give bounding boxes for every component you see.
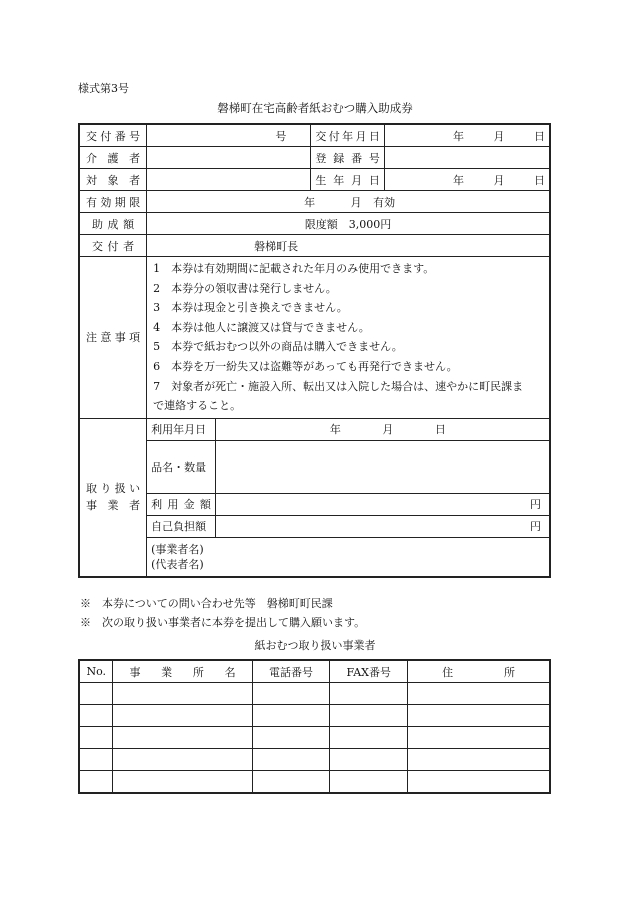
row-caregiver	[79, 147, 550, 169]
registration-number-label: 登録番号	[311, 147, 385, 169]
note-item: 7 対象者が死亡・施設入所、転出又は入院した場合は、速やかに町民課ま	[153, 379, 524, 393]
birthdate-year: 年	[452, 173, 464, 187]
table-row	[79, 727, 550, 749]
issue-number-suffix: 号	[275, 129, 287, 143]
cell[interactable]	[330, 727, 408, 749]
notes-label: 注意事項	[79, 257, 147, 419]
note-item: 3 本券は現金と引き換えできません。	[153, 301, 348, 315]
subsidy-label: 助成額	[79, 213, 147, 235]
cell[interactable]	[113, 749, 252, 771]
cell[interactable]	[330, 705, 408, 727]
business-signature-field[interactable]	[147, 537, 550, 577]
cell[interactable]	[330, 683, 408, 705]
note-item: 5 本券で紙おむつ以外の商品は購入できません。	[153, 340, 403, 354]
usage-amount-unit: 円	[530, 498, 541, 512]
self-pay-label: 自己負担額	[147, 515, 216, 537]
birthdate-day: 日	[533, 173, 545, 187]
note-item: 4 本券は他人に譲渡又は貸与できません。	[153, 320, 370, 334]
row-subject	[79, 169, 550, 191]
issue-date-field[interactable]	[384, 124, 550, 147]
expiry-field[interactable]	[147, 191, 550, 213]
cell[interactable]	[113, 705, 252, 727]
cell[interactable]	[330, 749, 408, 771]
vendors-table	[78, 659, 551, 794]
table-row	[79, 771, 550, 794]
caregiver-field[interactable]	[147, 147, 311, 169]
cell[interactable]	[79, 771, 113, 794]
issue-date-label: 交付年月日	[311, 124, 385, 147]
cell[interactable]	[252, 771, 330, 794]
issue-number-field[interactable]	[147, 124, 311, 147]
note-item: で連絡すること。	[153, 399, 242, 413]
issue-date-day: 日	[533, 129, 545, 143]
cell[interactable]	[252, 727, 330, 749]
cell[interactable]	[79, 683, 113, 705]
note-item: 1 本券は有効期間に記載された年月のみ使用できます。	[153, 262, 435, 275]
row-subsidy	[79, 213, 550, 235]
voucher-table	[78, 123, 551, 578]
caregiver-label: 介護者	[79, 147, 147, 169]
registration-number-field[interactable]	[384, 147, 550, 169]
header-office: 事業所名	[113, 660, 252, 683]
business-name-label: (事業者名)	[151, 542, 204, 556]
item-quantity-field[interactable]	[215, 440, 550, 493]
vendors-title: 紙おむつ取り扱い事業者	[254, 639, 376, 652]
table-row	[79, 749, 550, 771]
row-self-pay	[79, 515, 550, 537]
table-row	[79, 705, 550, 727]
cell[interactable]	[252, 683, 330, 705]
expiry-year: 年	[304, 195, 316, 209]
row-item-quantity	[79, 440, 550, 493]
cell[interactable]	[408, 727, 550, 749]
row-issue-number	[79, 124, 550, 147]
subsidy-value: 限度額 3,000円	[147, 213, 550, 235]
note-item: 2 本券分の領収書は発行しません。	[153, 281, 337, 295]
vendors-header-row	[79, 660, 550, 683]
row-issuer	[79, 235, 550, 257]
expiry-suffix: 有効	[373, 195, 396, 209]
cell[interactable]	[252, 705, 330, 727]
birthdate-field[interactable]	[384, 169, 550, 191]
item-quantity-label: 品名・数量	[147, 440, 216, 493]
header-no: No.	[79, 660, 113, 683]
cell[interactable]	[408, 683, 550, 705]
cell[interactable]	[79, 727, 113, 749]
usage-amount-label: 利用金額	[147, 493, 216, 515]
header-phone: 電話番号	[252, 660, 330, 683]
handler-label: 取り扱い 事業者	[79, 418, 147, 577]
header-fax: FAX番号	[330, 660, 408, 683]
cell[interactable]	[408, 705, 550, 727]
page-title: 磐梯町在宅高齢者紙おむつ購入助成券	[217, 101, 413, 115]
row-usage-date	[79, 418, 550, 440]
form-number: 様式第3号	[78, 82, 129, 95]
issue-date-year: 年	[452, 129, 464, 143]
cell[interactable]	[113, 771, 252, 794]
header-address: 住所	[408, 660, 550, 683]
usage-date-field[interactable]	[215, 418, 550, 440]
usage-date-year: 年	[329, 423, 341, 437]
representative-name-label: (代表者名)	[151, 557, 204, 571]
footer-note-inquiry: ※ 本券についての問い合わせ先等 磐梯町町民課	[80, 597, 333, 610]
footer-note-submit: ※ 次の取り扱い事業者に本券を提出して購入願います。	[80, 616, 366, 629]
table-row	[79, 683, 550, 705]
self-pay-unit: 円	[530, 520, 541, 534]
usage-date-month: 月	[382, 423, 394, 437]
note-item: 6 本券を万一紛失又は盗難等があっても再発行できません。	[153, 359, 458, 373]
cell[interactable]	[408, 771, 550, 794]
row-business-signature	[79, 537, 550, 577]
issuer-label: 交付者	[79, 235, 147, 257]
row-usage-amount	[79, 493, 550, 515]
cell[interactable]	[79, 749, 113, 771]
usage-amount-field[interactable]	[215, 493, 550, 515]
cell[interactable]	[408, 749, 550, 771]
row-expiry	[79, 191, 550, 213]
cell[interactable]	[252, 749, 330, 771]
cell[interactable]	[79, 705, 113, 727]
self-pay-field[interactable]	[215, 515, 550, 537]
subject-label: 対象者	[79, 169, 147, 191]
cell[interactable]	[330, 771, 408, 794]
birthdate-label: 生年月日	[311, 169, 385, 191]
usage-date-label: 利用年月日	[147, 418, 216, 440]
usage-date-day: 日	[434, 423, 446, 437]
issue-date-month: 月	[493, 129, 505, 143]
row-notes	[79, 257, 550, 419]
issue-number-label: 交付番号	[79, 124, 147, 147]
subject-field[interactable]	[147, 169, 311, 191]
birthdate-month: 月	[493, 173, 505, 187]
issuer-value: 磐梯町長	[147, 235, 550, 257]
cell[interactable]	[113, 727, 252, 749]
cell[interactable]	[113, 683, 252, 705]
expiry-label: 有効期限	[79, 191, 147, 213]
notes-list	[147, 257, 550, 419]
expiry-month: 月	[350, 195, 362, 209]
